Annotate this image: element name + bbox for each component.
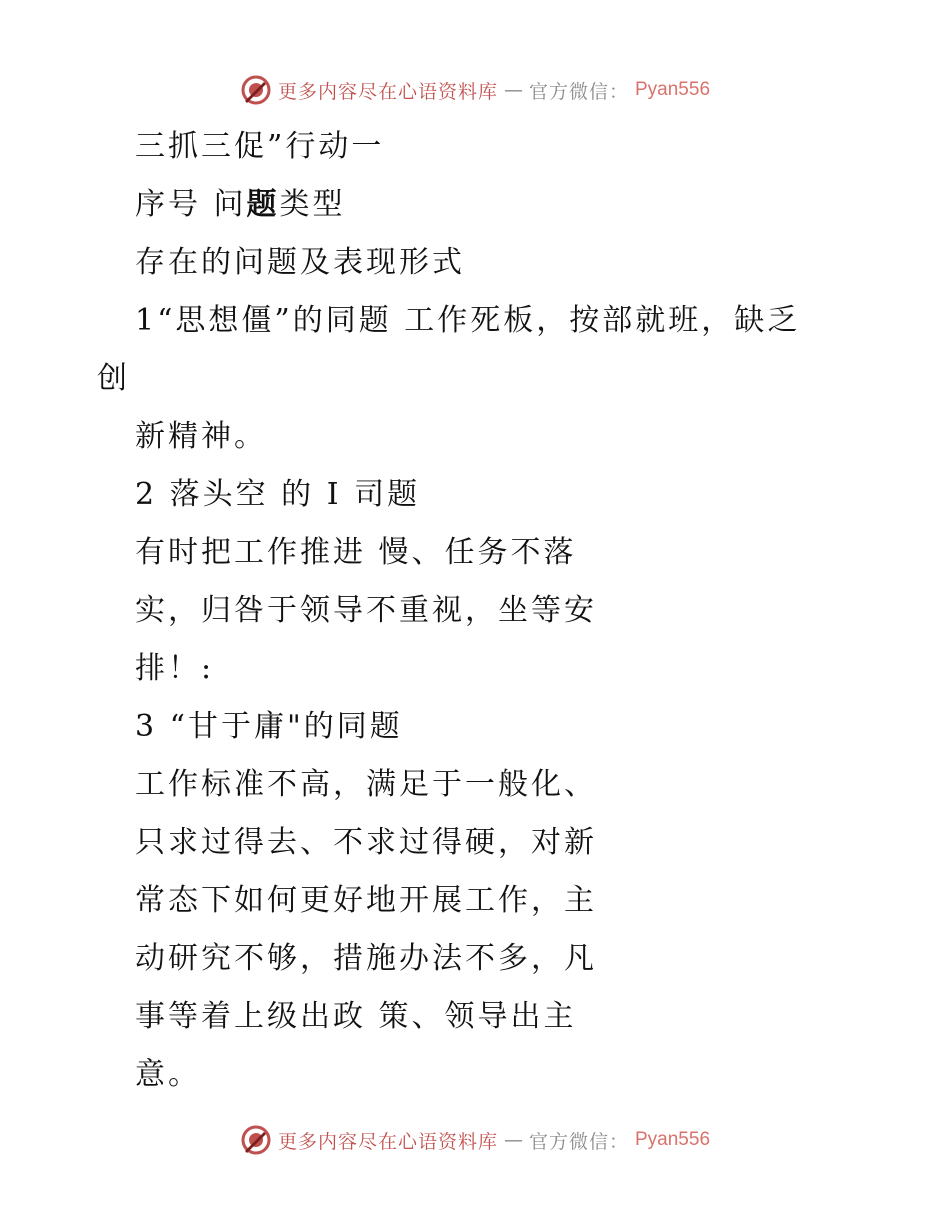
watermark-text: 更多内容尽在心语资料库 (277, 1130, 498, 1153)
doc-line-17: 意。 (135, 1057, 201, 1092)
wechat-id: Pyan556 (635, 1129, 711, 1150)
doc-line-11: 3 “甘于庸"的同题 (135, 709, 403, 744)
doc-line-5: 创 (97, 361, 130, 396)
doc-line-10: 排！: (135, 651, 215, 686)
seal-pen-logo-icon (240, 1124, 272, 1156)
doc-line-12: 工作标准不高，满足于一般化、 (135, 767, 597, 802)
doc-line-15: 动研究不够，措施办法不多，凡 (135, 941, 597, 976)
doc-line-2a: 序号 问 (135, 187, 247, 222)
wechat-label: 官方微信： (528, 80, 629, 103)
doc-line-3: 存在的问题及表现形式 (135, 245, 465, 280)
doc-line-2-bold: 题 (246, 187, 280, 222)
wechat-id: Pyan556 (635, 79, 711, 100)
watermark-text: 更多内容尽在心语资料库 (277, 80, 498, 103)
doc-line-16: 事等着上级出政 策、领导出主 (135, 999, 577, 1034)
wechat-label: 官方微信： (528, 1130, 629, 1153)
doc-line-4: 1“思想僵”的同题 工作死板，按部就班，缺乏 (135, 303, 801, 338)
doc-line-2 (135, 176, 346, 234)
watermark-separator: — (503, 1129, 523, 1151)
doc-line-13: 只求过得去、不求过得硬，对新 (135, 825, 597, 860)
doc-line-14: 常态下如何更好地开展工作，主 (135, 883, 597, 918)
watermark-separator: — (503, 79, 523, 101)
doc-line-7: 2 落头空 的 I 司题 (135, 477, 421, 512)
doc-line-2b: 类型 (279, 187, 346, 222)
doc-line-9: 实，归咎于领导不重视，坐等安 (135, 593, 597, 628)
seal-pen-logo-icon (240, 74, 272, 106)
doc-line-1: 三抓三促”行动一 (135, 129, 385, 164)
watermark-banner-bottom (0, 1120, 950, 1160)
doc-line-6: 新精神。 (135, 419, 267, 454)
doc-line-8: 有时把工作推进 慢、任务不落 (135, 535, 577, 570)
watermark-banner-top (0, 70, 950, 110)
